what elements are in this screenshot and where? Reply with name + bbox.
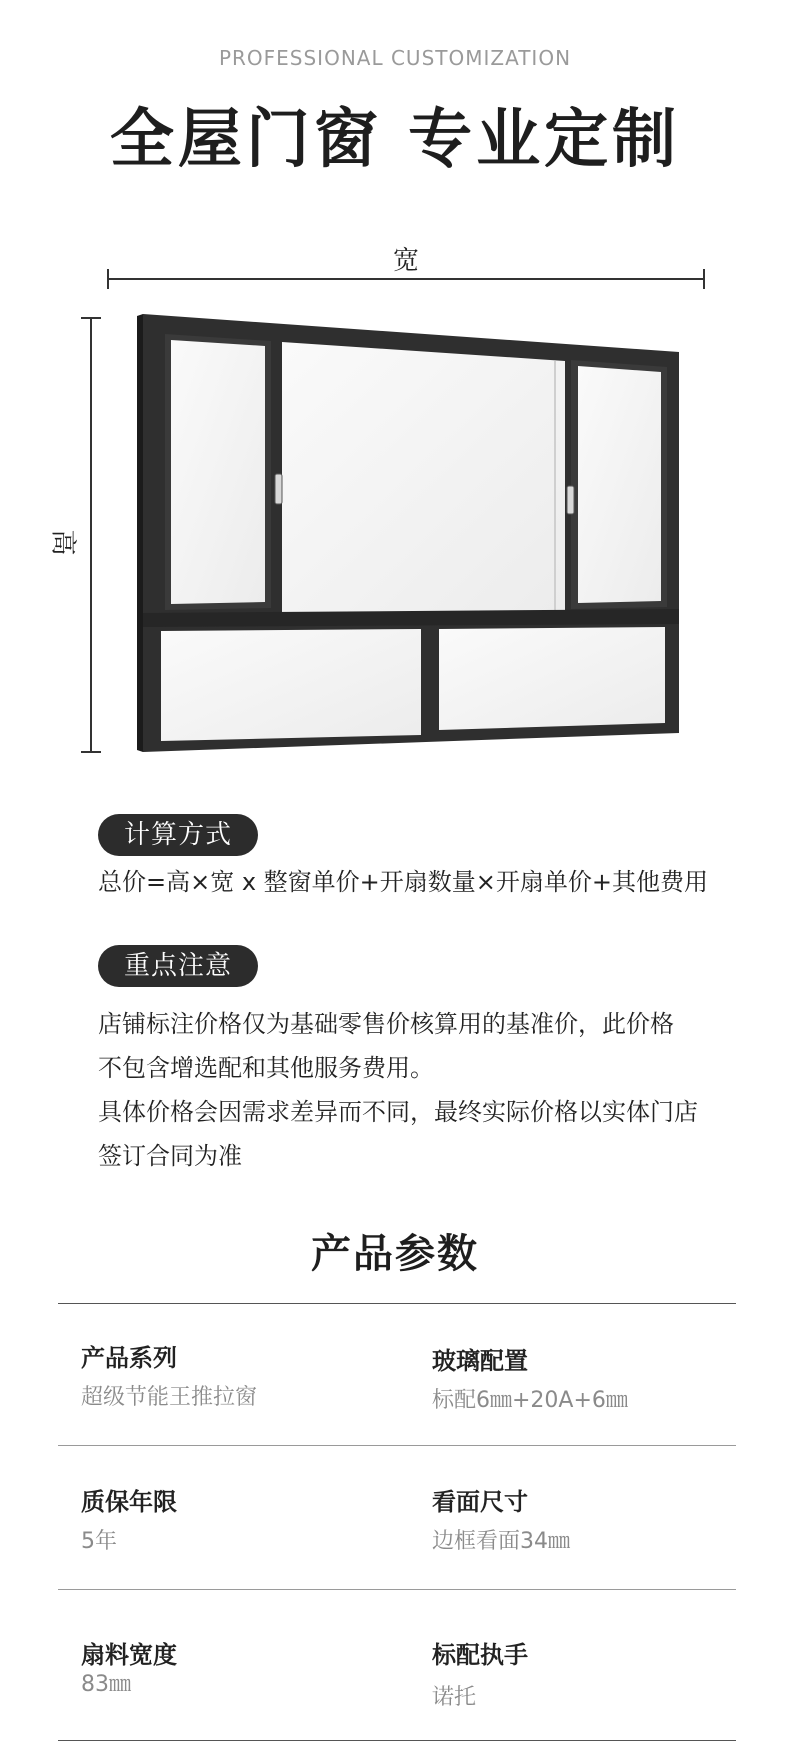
glass-upper-right — [578, 366, 661, 603]
calc-formula: 总价=高×宽 x 整窗单价+开扇数量×开扇单价+其他费用 — [98, 868, 709, 896]
params-top-divider — [58, 1303, 736, 1304]
params-title: 产品参数 — [311, 1231, 479, 1277]
param-value: 诺托 — [432, 1685, 477, 1710]
glass-upper-middle — [282, 342, 565, 613]
window-frame-side — [137, 314, 143, 752]
calc-badge: 计算方式 — [98, 814, 258, 856]
handle-left-icon — [275, 474, 282, 504]
height-label: 高 — [47, 529, 78, 556]
notice-badge: 重点注意 — [98, 945, 258, 987]
param-label: 玻璃配置 — [432, 1347, 528, 1375]
param-label: 标配执手 — [432, 1641, 528, 1669]
param-value: 5年 — [81, 1529, 117, 1554]
param-label: 产品系列 — [81, 1344, 177, 1372]
handle-right-icon — [567, 486, 574, 514]
notice-line-2: 不包含增选配和其他服务费用。 — [98, 1054, 434, 1082]
param-value: 83㎜ — [81, 1672, 131, 1697]
param-value: 标配6㎜+20A+6㎜ — [432, 1388, 628, 1413]
glass-lower-left — [161, 629, 421, 741]
glass-upper-left — [171, 340, 265, 604]
width-dimension-line — [107, 278, 705, 280]
width-tick-right — [703, 269, 705, 289]
notice-line-1: 店铺标注价格仅为基础零售价核算用的基准价，此价格 — [98, 1010, 674, 1038]
param-label: 质保年限 — [81, 1488, 177, 1516]
param-value: 边框看面34㎜ — [432, 1529, 570, 1554]
height-tick-top — [81, 317, 101, 319]
params-bottom-divider — [58, 1740, 736, 1741]
param-value: 超级节能王推拉窗 — [81, 1385, 258, 1410]
window-illustration — [135, 310, 685, 760]
header-subtitle: PROFESSIONAL CUSTOMIZATION — [218, 46, 572, 70]
height-tick-bottom — [81, 751, 101, 753]
width-tick-left — [107, 269, 109, 289]
height-dimension-line — [90, 318, 92, 752]
width-label: 宽 — [392, 246, 419, 276]
param-label: 看面尺寸 — [432, 1488, 528, 1516]
params-row-divider — [58, 1445, 736, 1446]
page-title: 全屋门窗 专业定制 — [109, 103, 681, 177]
param-label: 扇料宽度 — [81, 1641, 177, 1669]
notice-line-4: 签订合同为准 — [98, 1142, 242, 1170]
glass-lower-right — [439, 627, 665, 730]
params-row-divider — [58, 1589, 736, 1590]
notice-line-3: 具体价格会因需求差异而不同，最终实际价格以实体门店 — [98, 1098, 698, 1126]
